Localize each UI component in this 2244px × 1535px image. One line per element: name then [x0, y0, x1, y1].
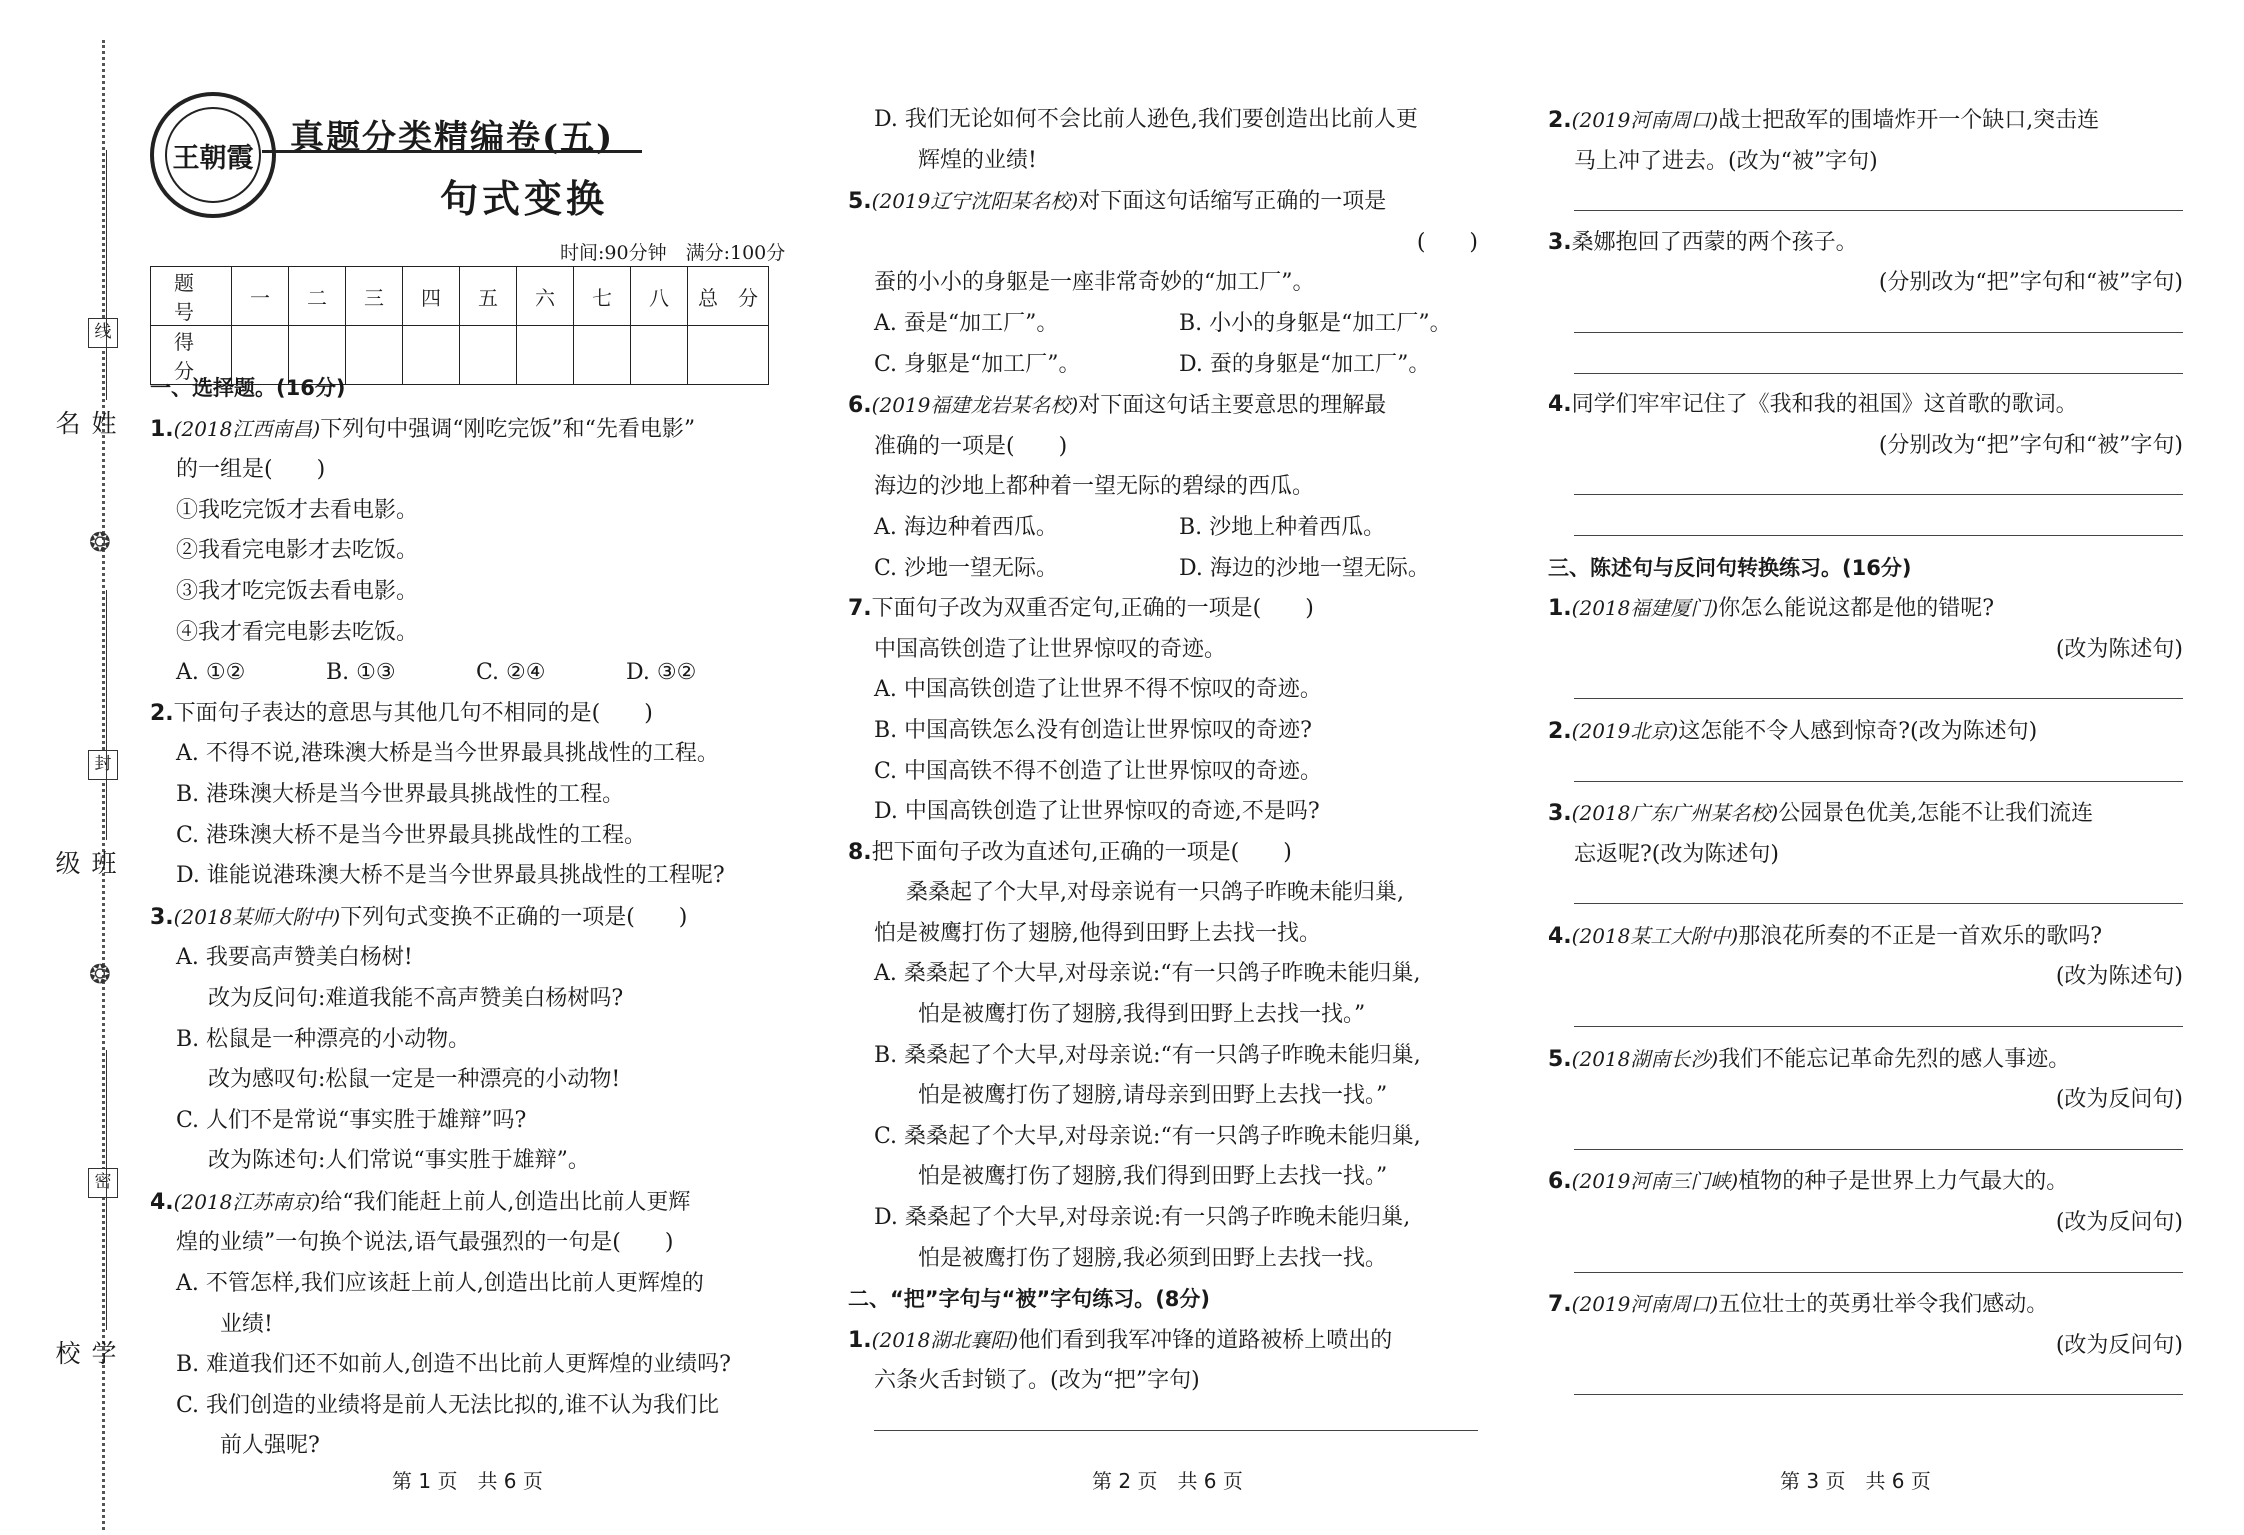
question-text: 忘返呢?(改为陈述句) — [1574, 841, 1779, 867]
score-cell: 总 分 — [688, 267, 769, 326]
question-s2-3: 3.桑娜抱回了西蒙的两个孩子。 — [1548, 229, 1858, 255]
question-s3-2: 2.(2019北京)这怎能不令人感到惊奇?(改为陈述句) — [1548, 718, 2038, 744]
option-text: 怕是被鹰打伤了翅膀,我们得到田野上去找一找。” — [918, 1164, 1388, 1190]
brand-logo — [150, 92, 276, 218]
page-number-3: 第 3 页 共 6 页 — [1780, 1469, 1931, 1493]
question-2: 2.下面句子表达的意思与其他几句不相同的是( ) — [150, 700, 653, 726]
options-row — [848, 345, 1478, 386]
question-8: 8.把下面句子改为直述句,正确的一项是( ) — [848, 839, 1292, 865]
score-cell: 得 分 — [151, 326, 232, 385]
option-b[interactable]: B. 小小的身躯是“加工厂”。 — [1179, 310, 1452, 336]
option-text: 怕是被鹰打伤了翅膀,请母亲到田野上去找一找。” — [918, 1083, 1388, 1109]
time-score-info: 时间:90分钟 满分:100分 — [560, 242, 786, 264]
score-cell: 六 — [517, 267, 574, 326]
option-c[interactable]: C. 我们创造的业绩将是前人无法比拟的,谁不认为我们比 — [176, 1392, 720, 1418]
section-title: 一、选择题。(16分) — [150, 376, 346, 400]
option-a[interactable]: A. 我要高声赞美白杨树! — [176, 945, 413, 971]
option-b[interactable]: B. 难道我们还不如前人,创造不出比前人更辉煌的业绩吗? — [176, 1352, 731, 1378]
sentence: ①我吃完饭才去看电影。 — [176, 497, 419, 523]
binding-word-xian: 线 — [88, 318, 118, 348]
option-c[interactable]: C. 中国高铁不得不创造了让世界惊叹的奇迹。 — [874, 758, 1323, 784]
score-cell: 八 — [631, 267, 688, 326]
sentence: ④我才看完电影去吃饭。 — [176, 619, 419, 645]
question-s2-4: 4.同学们牢牢记住了《我和我的祖国》这首歌的歌词。 — [1548, 392, 2078, 418]
answer-line[interactable] — [1548, 998, 2183, 1039]
option-d[interactable]: D. 桑桑起了个大早,对母亲说:有一只鸽子昨晚未能归巢, — [874, 1205, 1411, 1231]
sentence: 海边的沙地上都种着一望无际的碧绿的西瓜。 — [874, 474, 1315, 500]
answer-line[interactable] — [1548, 753, 2183, 794]
question-text: 准确的一项是( ) — [874, 433, 1068, 459]
score-cell: 七 — [574, 267, 631, 326]
answer-line[interactable] — [1548, 507, 2183, 548]
options-row — [848, 508, 1478, 549]
answer-line[interactable] — [1548, 466, 2183, 507]
score-cell: 三 — [346, 267, 403, 326]
section-title: 二、“把”字句与“被”字句练习。(8分) — [848, 1287, 1211, 1312]
option-d[interactable]: D. 海边的沙地一望无际。 — [1179, 555, 1430, 581]
logo-text: 王朝霞 — [165, 107, 261, 203]
binding-word-feng: 封 — [88, 750, 118, 780]
binding-word-mi: 密 — [88, 1168, 118, 1198]
option-a[interactable]: A. 中国高铁创造了让世界不得不惊叹的奇迹。 — [874, 677, 1322, 703]
requirement: (改为反问句) — [2055, 1332, 2183, 1358]
class-blank-line — [106, 590, 107, 840]
question-text: 马上冲了进去。(改为“被”字句) — [1574, 148, 1878, 174]
option-b[interactable]: B. 沙地上种着西瓜。 — [1179, 514, 1386, 540]
requirement: (分别改为“把”字句和“被”字句) — [1878, 270, 2183, 296]
page-number-1: 第 1 页 共 6 页 — [392, 1469, 543, 1493]
series-title: 真题分类精编卷(五) — [290, 118, 615, 158]
answer-paren[interactable]: ( ) — [1416, 229, 1478, 255]
sentence: 桑桑起了个大早,对母亲说有一只鸽子昨晚未能归巢, — [906, 880, 1404, 906]
answer-line[interactable] — [848, 1402, 1478, 1443]
column-1 — [150, 368, 780, 1467]
section-title: 三、陈述句与反问句转换练习。(16分) — [1548, 555, 1912, 580]
option-a[interactable]: A. ①② — [176, 660, 246, 686]
option-text: 怕是被鹰打伤了翅膀,我必须到田野上去找一找。 — [918, 1245, 1387, 1271]
sentence: 蚕的小小的身躯是一座非常奇妙的“加工厂”。 — [874, 270, 1315, 296]
score-table-header-row — [151, 267, 769, 326]
score-cell: 五 — [460, 267, 517, 326]
option-d[interactable]: D. 我们无论如何不会比前人逊色,我们要创造出比前人更 — [874, 107, 1418, 132]
question-s3-3: 3.(2018广东广州某名校)公园景色优美,怎能不让我们流连 — [1548, 801, 2094, 827]
sentence: 怕是被鹰打伤了翅膀,他得到田野上去找一找。 — [874, 920, 1321, 946]
option-text: 改为反问句:难道我能不高声赞美白杨树吗? — [208, 985, 624, 1011]
page-number-2: 第 2 页 共 6 页 — [1092, 1469, 1243, 1493]
option-a[interactable]: A. 桑桑起了个大早,对母亲说:“有一只鸽子昨晚未能归巢, — [874, 961, 1421, 987]
score-cell: 题 号 — [151, 267, 232, 326]
question-1: 1.(2018江西南昌)下列句中强调“刚吃完饭”和“先看电影” — [150, 416, 696, 442]
requirement: (分别改为“把”字句和“被”字句) — [1878, 432, 2183, 458]
options-row — [848, 304, 1478, 345]
option-d[interactable]: D. 中国高铁创造了让世界惊叹的奇迹,不是吗? — [874, 799, 1320, 825]
option-text: 业绩! — [220, 1311, 273, 1337]
option-text: 怕是被鹰打伤了翅膀,我得到田野上去找一找。” — [918, 1002, 1366, 1028]
requirement: (改为反问句) — [2055, 1210, 2183, 1236]
option-c[interactable]: C. 桑桑起了个大早,对母亲说:“有一只鸽子昨晚未能归巢, — [874, 1123, 1421, 1149]
answer-line[interactable] — [1548, 304, 2183, 345]
sentence: ③我才吃完饭去看电影。 — [176, 578, 419, 604]
binding-ornament-icon: ❂ — [89, 528, 111, 558]
option-a[interactable]: A. 不得不说,港珠澳大桥是当今世界最具挑战性的工程。 — [176, 741, 719, 767]
question-s3-1: 1.(2018福建厦门)你怎么能说这都是他的错呢? — [1548, 596, 1994, 622]
question-4: 4.(2018江苏南京)给“我们能赶上前人,创造出比前人更辉 — [150, 1189, 691, 1215]
option-a[interactable]: A. 蚕是“加工厂”。 — [874, 310, 1059, 336]
score-cell: 二 — [289, 267, 346, 326]
question-7: 7.下面句子改为双重否定句,正确的一项是( ) — [848, 596, 1314, 622]
question-s3-4: 4.(2018某工大附中)那浪花所奏的不正是一首欢乐的歌吗? — [1548, 923, 2102, 949]
sentence: 中国高铁创造了让世界惊叹的奇迹。 — [874, 636, 1227, 662]
school-blank-line — [106, 1050, 107, 1330]
option-b[interactable]: B. 中国高铁怎么没有创造让世界惊叹的奇迹? — [874, 717, 1312, 743]
requirement: (改为陈述句) — [2055, 636, 2183, 662]
column-3 — [1548, 100, 2183, 1407]
option-c[interactable]: C. 沙地一望无际。 — [874, 555, 1059, 581]
name-blank-line — [106, 150, 107, 400]
question-text: 六条火舌封锁了。(改为“把”字句) — [874, 1368, 1200, 1394]
question-s2-1: 1.(2018湖北襄阳)他们看到我军冲锋的道路被桥上喷出的 — [848, 1327, 1393, 1353]
answer-line[interactable] — [1548, 345, 2183, 386]
answer-line[interactable] — [1548, 1121, 2183, 1162]
class-label: 班 级 — [52, 850, 117, 893]
question-text: 的一组是( ) — [176, 457, 326, 483]
question-6: 6.(2019福建龙岩某名校)对下面这句话主要意思的理解最 — [848, 393, 1387, 419]
option-c[interactable]: C. 人们不是常说“事实胜于雄辩”吗? — [176, 1107, 527, 1133]
answer-line[interactable] — [1548, 1366, 2183, 1407]
question-s3-6: 6.(2019河南三门峡)植物的种子是世界上力气最大的。 — [1548, 1169, 2069, 1195]
option-c[interactable]: C. ②④ — [476, 660, 546, 686]
question-s3-5: 5.(2018湖南长沙)我们不能忘记革命先烈的感人事迹。 — [1548, 1046, 2071, 1072]
option-b[interactable]: B. 松鼠是一种漂亮的小动物。 — [176, 1026, 471, 1052]
question-5: 5.(2019辽宁沈阳某名校)对下面这句话缩写正确的一项是 — [848, 189, 1387, 215]
option-a[interactable]: A. 海边种着西瓜。 — [874, 514, 1058, 540]
option-d[interactable]: D. ③② — [626, 660, 697, 686]
option-c[interactable]: C. 身躯是“加工厂”。 — [874, 351, 1081, 377]
option-d[interactable]: D. 蚕的身躯是“加工厂”。 — [1179, 351, 1431, 377]
option-b[interactable]: B. 港珠澳大桥是当今世界最具挑战性的工程。 — [176, 781, 625, 807]
option-b[interactable]: B. ①③ — [326, 660, 396, 686]
score-cell: 四 — [403, 267, 460, 326]
option-text: 前人强呢? — [220, 1433, 320, 1459]
options-row — [848, 549, 1478, 590]
sentence: ②我看完电影才去吃饭。 — [176, 538, 419, 564]
question-s2-2: 2.(2019河南周口)战士把敌军的围墙炸开一个缺口,突击连 — [1548, 108, 2100, 133]
option-c[interactable]: C. 港珠澳大桥不是当今世界最具挑战性的工程。 — [176, 822, 647, 848]
answer-line[interactable] — [1548, 875, 2183, 916]
answer-line[interactable] — [1548, 1244, 2183, 1285]
question-text: 煌的业绩”一句换个说法,语气最强烈的一句是( ) — [176, 1230, 674, 1256]
score-cell: 一 — [232, 267, 289, 326]
binding-ornament-icon: ❂ — [89, 960, 111, 990]
option-text: 辉煌的业绩! — [918, 147, 1037, 173]
option-b[interactable]: B. 桑桑起了个大早,对母亲说:“有一只鸽子昨晚未能归巢, — [874, 1042, 1421, 1068]
options-row — [150, 653, 780, 694]
answer-line[interactable] — [1548, 182, 2183, 223]
question-3: 3.(2018某师大附中)下列句式变换不正确的一项是( ) — [150, 904, 688, 930]
binding-dotted-line — [102, 40, 105, 1530]
title-divider — [262, 150, 642, 153]
school-label: 学 校 — [52, 1340, 117, 1383]
name-label: 姓 名 — [52, 410, 117, 453]
answer-line[interactable] — [1548, 670, 2183, 711]
requirement: (改为陈述句) — [2055, 964, 2183, 990]
option-text: 改为陈述句:人们常说“事实胜于雄辩”。 — [208, 1148, 590, 1174]
option-a[interactable]: A. 不管怎样,我们应该赶上前人,创造出比前人更辉煌的 — [176, 1271, 704, 1297]
unit-title: 句式变换 — [440, 176, 609, 221]
requirement: (改为反问句) — [2055, 1087, 2183, 1113]
question-s3-7: 7.(2019河南周口)五位壮士的英勇壮举令我们感动。 — [1548, 1292, 2049, 1318]
option-d[interactable]: D. 谁能说港珠澳大桥不是当今世界最具挑战性的工程呢? — [176, 863, 725, 889]
option-text: 改为感叹句:松鼠一定是一种漂亮的小动物! — [208, 1067, 621, 1093]
column-2 — [848, 100, 1478, 1443]
